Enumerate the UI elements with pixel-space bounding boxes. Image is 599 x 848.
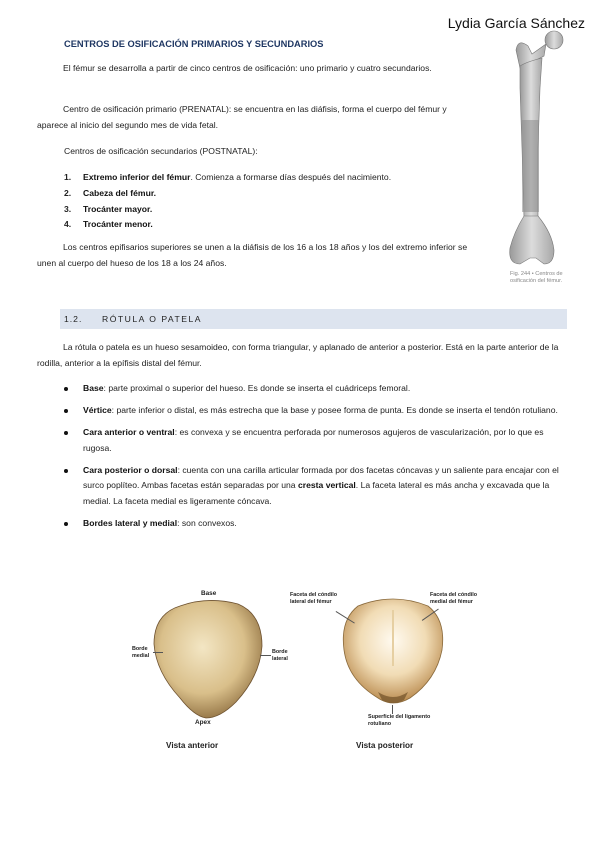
bullet-icon — [64, 522, 68, 526]
patella-features-list — [64, 381, 564, 538]
secondary-centers-list — [64, 170, 391, 233]
label-faceta-medial: Faceta del cóndilo medial del fémur — [430, 592, 478, 605]
leader-line — [153, 652, 163, 653]
label-faceta-lateral: Faceta del cóndilo lateral del fémur — [290, 592, 338, 605]
femur-ossification-figure — [502, 28, 574, 270]
caption-vista-anterior: Vista anterior — [166, 741, 219, 750]
list-item: 2. Cabeza del fémur. — [64, 187, 157, 198]
femur-caption: Fig. 244 • Centros de osificación del fémur. — [510, 271, 563, 284]
label-borde-lateral: Borde lateral — [272, 649, 288, 662]
section-number: 1.2. — [64, 314, 83, 324]
paragraph-primary-center: Centro de osificación primario (PRENATAL): se encuentra en las diáfisis, forma el cuerpo del fémur y aparece al inicio del segundo mes de vida fetal. — [37, 104, 447, 130]
bullet-icon — [64, 431, 68, 435]
paragraph-secondary-centers: Centros de osificación secundarios (POSTNATAL): — [64, 146, 258, 156]
list-item: Bordes lateral y medial: son convexos. — [64, 516, 564, 532]
list-item: 3. Trocánter mayor. — [64, 203, 153, 214]
leader-line — [392, 705, 393, 714]
label-superficie-ligamento: Superficie del ligamento rotuliano — [368, 714, 431, 727]
paragraph-epiphyseal-union: Los centros epifisarios superiores se unen a la diáfisis de los 16 a los 18 años y los del extremo inferior se unen al cuerpo del hueso de los 18 a los 24 años. — [37, 242, 468, 268]
section-title-patella: RÓTULA O PATELA — [102, 314, 203, 324]
list-item: Vértice: parte inferior o distal, es más estrecha que la base y posee forma de punta. Es donde se inserta el tendón rotuliano. — [64, 403, 564, 419]
label-apex: Apex — [195, 719, 211, 726]
patella-anterior-image — [150, 598, 266, 720]
bullet-icon — [64, 387, 68, 391]
list-item: Cara posterior o dorsal: cuenta con una carilla articular formada por dos facetas cóncavas y un saliente para encajar con el surco poplíteo. Ambas facetas están separadas por una cresta vertical. La faceta lateral es más ancha y excavada que la medial. La faceta medial es ligeramente cóncava. — [64, 463, 564, 510]
list-item: 1. Extremo inferior del fémur. Comienza a formarse días después del nacimiento. — [64, 172, 392, 182]
bullet-icon — [64, 469, 68, 473]
bullet-icon — [64, 409, 68, 413]
author-name: Lydia García Sánchez — [447, 15, 585, 31]
paragraph-patella-intro: La rótula o patela es un hueso sesamoideo, con forma triangular, y aplanado de anterior a posterior. Está en la parte anterior de la rodilla, anterior a la epífisis distal del fémur. — [37, 342, 559, 368]
paragraph-intro: El fémur se desarrolla a partir de cinco centros de osificación: uno primario y cuatro secundarios. — [63, 63, 432, 73]
label-base: Base — [201, 590, 217, 597]
leader-line — [260, 655, 271, 656]
label-borde-medial: Borde medial — [132, 646, 150, 659]
list-item: 4. Trocánter menor. — [64, 219, 153, 230]
list-item: Cara anterior o ventral: es convexa y se encuentra perforada por numerosos agujeros de vascularización, por lo que es rugosa. — [64, 425, 564, 456]
caption-vista-posterior: Vista posterior — [356, 741, 414, 750]
section-title-ossification: CENTROS DE OSIFICACIÓN PRIMARIOS Y SECUNDARIOS — [64, 39, 324, 49]
list-item: Base: parte proximal o superior del hueso. Es donde se inserta el cuádriceps femoral. — [64, 381, 564, 397]
